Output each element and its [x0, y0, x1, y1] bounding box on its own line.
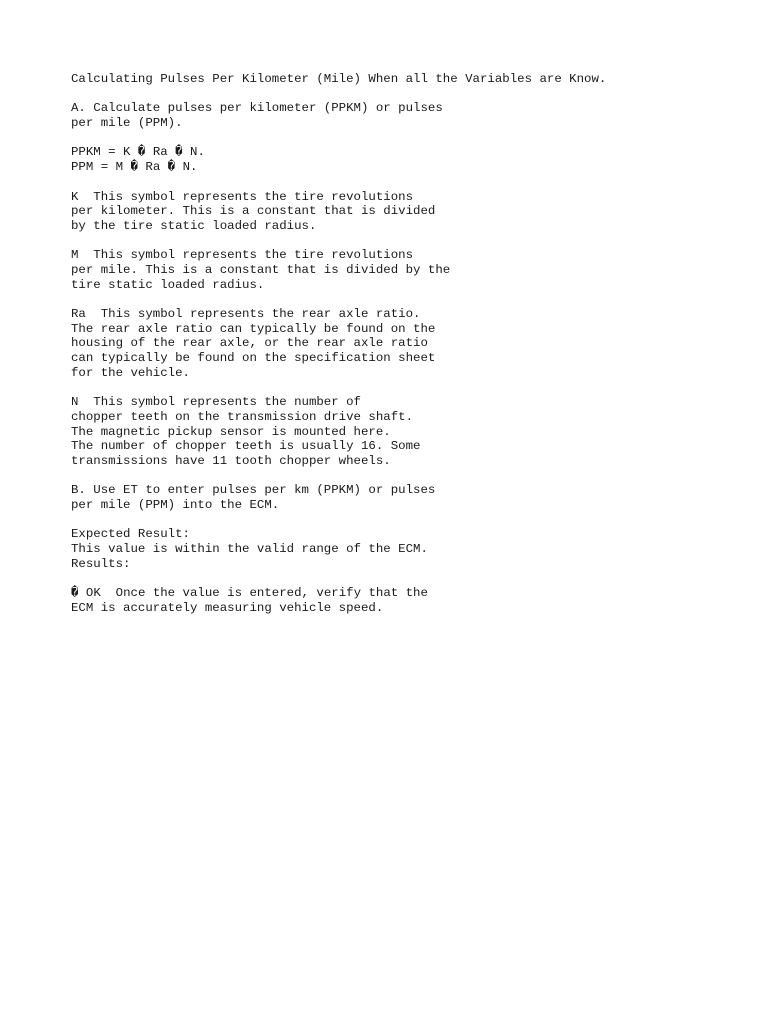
text-line: PPKM = K � Ra � N.: [71, 145, 205, 160]
text-line: The number of chopper teeth is usually 16. Some: [71, 439, 421, 454]
text-line: for the vehicle.: [71, 365, 190, 380]
text-line: N This symbol represents the number of: [71, 395, 361, 410]
text-line: chopper teeth on the transmission drive shaft.: [71, 409, 414, 424]
text-line: housing of the rear axle, or the rear axle ratio: [71, 336, 428, 351]
document-body: [71, 101, 731, 615]
text-line: A. Calculate pulses per kilometer (PPKM) or pulses: [71, 101, 443, 116]
document-title: [71, 72, 731, 87]
text-line: The magnetic pickup sensor is mounted here.: [71, 424, 391, 439]
paragraph-result-ok: [71, 586, 731, 615]
text-line: This value is within the valid range of the ECM.: [71, 542, 428, 556]
text-line: tire static loaded radius.: [71, 277, 265, 292]
text-line: per mile (PPM) into the ECM.: [71, 497, 280, 512]
text-line: PPM = M � Ra � N.: [71, 160, 198, 175]
text-line: B. Use ET to enter pulses per km (PPKM) or pulses: [71, 483, 436, 498]
text-line: per mile (PPM).: [71, 116, 183, 131]
text-line: K This symbol represents the tire revolutions: [71, 189, 414, 204]
text-line: transmissions have 11 tooth chopper wheels.: [71, 453, 391, 468]
paragraph-definition-m: [71, 248, 731, 292]
text-line: The rear axle ratio can typically be found on the: [71, 321, 436, 336]
title-line: Calculating Pulses Per Kilometer (Mile) When all the Variables are Know.: [71, 72, 607, 86]
paragraph-step-a: [71, 101, 731, 130]
text-line: Ra This symbol represents the rear axle ratio.: [71, 307, 421, 321]
paragraph-expected-result: [71, 527, 731, 571]
paragraph-definition-n: [71, 395, 731, 468]
text-line: per kilometer. This is a constant that is divided: [71, 204, 436, 219]
text-line: M This symbol represents the tire revolutions: [71, 248, 414, 263]
text-line: Results:: [71, 556, 131, 571]
document-page: [71, 72, 731, 630]
text-line: per mile. This is a constant that is divided by the: [71, 262, 451, 277]
paragraph-definition-k: [71, 190, 731, 234]
text-line: by the tire static loaded radius.: [71, 218, 317, 233]
paragraph-definition-ra: [71, 307, 731, 380]
text-line: Expected Result:: [71, 527, 190, 542]
text-line: � OK Once the value is entered, verify that the: [71, 586, 428, 601]
paragraph-step-b: [71, 483, 731, 512]
text-line: ECM is accurately measuring vehicle speed.: [71, 600, 384, 615]
text-line: can typically be found on the specification sheet: [71, 351, 436, 366]
paragraph-formulas: [71, 145, 731, 174]
